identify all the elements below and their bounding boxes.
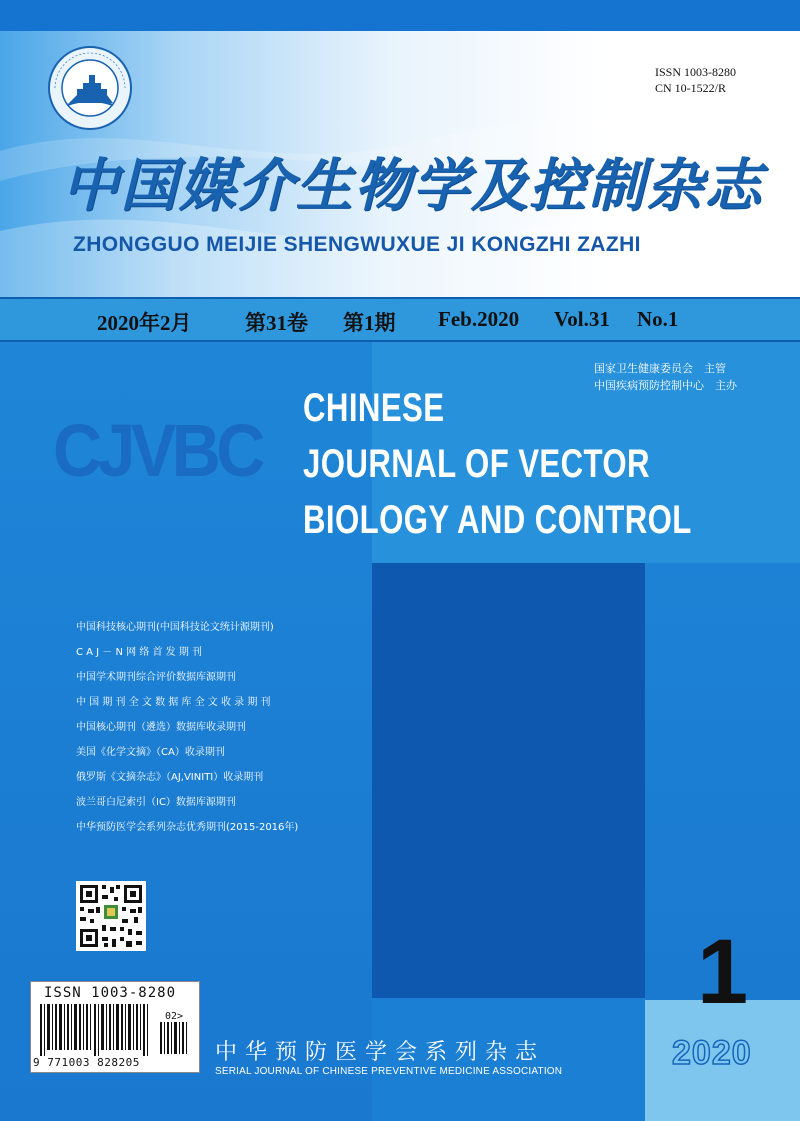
issue-en: No.1 bbox=[637, 307, 679, 331]
issue-cn: 第1期 bbox=[343, 311, 396, 335]
top-strip bbox=[0, 0, 800, 31]
indexing-item: 中国科技核心期刊(中国科技论文统计源期刊) bbox=[76, 622, 274, 633]
english-title-line-2: JOURNAL OF VECTOR bbox=[303, 442, 650, 486]
indexing-item: 中华预防医学会系列杂志优秀期刊(2015-2016年) bbox=[76, 822, 299, 833]
indexing-item: 俄罗斯《文摘杂志》（AJ,VINITI）收录期刊 bbox=[76, 772, 264, 783]
volume-cn: 第31卷 bbox=[245, 311, 308, 335]
serial-journal-chinese: 中华预防医学会系列杂志 bbox=[215, 1040, 546, 1065]
qr-code-icon bbox=[76, 881, 146, 951]
barcode-addon-text: 02> bbox=[165, 1011, 184, 1022]
issn-cn-block bbox=[655, 64, 736, 96]
great-wall-emblem-icon bbox=[47, 45, 133, 131]
volume-en: Vol.31 bbox=[554, 307, 610, 331]
indexing-item: 波兰哥白尼索引（IC）数据库源期刊 bbox=[76, 797, 236, 808]
cn-text: CN 10-1522/R bbox=[655, 81, 727, 95]
indexing-item: 美国《化学文摘》（CA）收录期刊 bbox=[76, 747, 225, 758]
organizer-text: 中国疾病预防控制中心 主办 bbox=[594, 379, 737, 392]
issue-year: 2020 bbox=[672, 1034, 752, 1072]
indexing-item: 中国核心期刊（遴选）数据库收录期刊 bbox=[76, 722, 246, 733]
indexing-item: 中国学术期刊综合评价数据库源期刊 bbox=[76, 672, 236, 683]
indexing-item: C A J － N 网 络 首 发 期 刊 bbox=[76, 647, 203, 658]
english-title-line-1: CHINESE bbox=[303, 386, 445, 430]
english-title-line-3: BIOLOGY AND CONTROL bbox=[303, 498, 692, 542]
dark-blue-block bbox=[372, 563, 645, 998]
journal-title-chinese: 中国媒介生物学及控制杂志 bbox=[62, 153, 763, 219]
issue-date-cn: 2020年2月 bbox=[97, 311, 192, 335]
issue-date-en: Feb.2020 bbox=[438, 307, 520, 331]
barcode-issn-text: ISSN 1003-8280 bbox=[44, 985, 177, 1001]
barcode-digits: 9 771003 828205 bbox=[33, 1056, 140, 1069]
issn-text: ISSN 1003-8280 bbox=[655, 65, 737, 79]
issue-number: 1 bbox=[697, 921, 749, 1023]
serial-journal-english: SERIAL JOURNAL OF CHINESE PREVENTIVE MEDICINE ASSOCIATION bbox=[215, 1066, 563, 1077]
supervisor-text: 国家卫生健康委员会 主管 bbox=[594, 362, 726, 375]
barcode-icon bbox=[40, 1004, 160, 1056]
journal-abbreviation: CJVBC bbox=[53, 409, 261, 492]
indexing-item: 中 国 期 刊 全 文 数 据 库 全 文 收 录 期 刊 bbox=[76, 697, 271, 708]
barcode-addon-icon bbox=[160, 1022, 194, 1054]
journal-title-pinyin: ZHONGGUO MEIJIE SHENGWUXUE JI KONGZHI ZAZHI bbox=[73, 233, 641, 256]
